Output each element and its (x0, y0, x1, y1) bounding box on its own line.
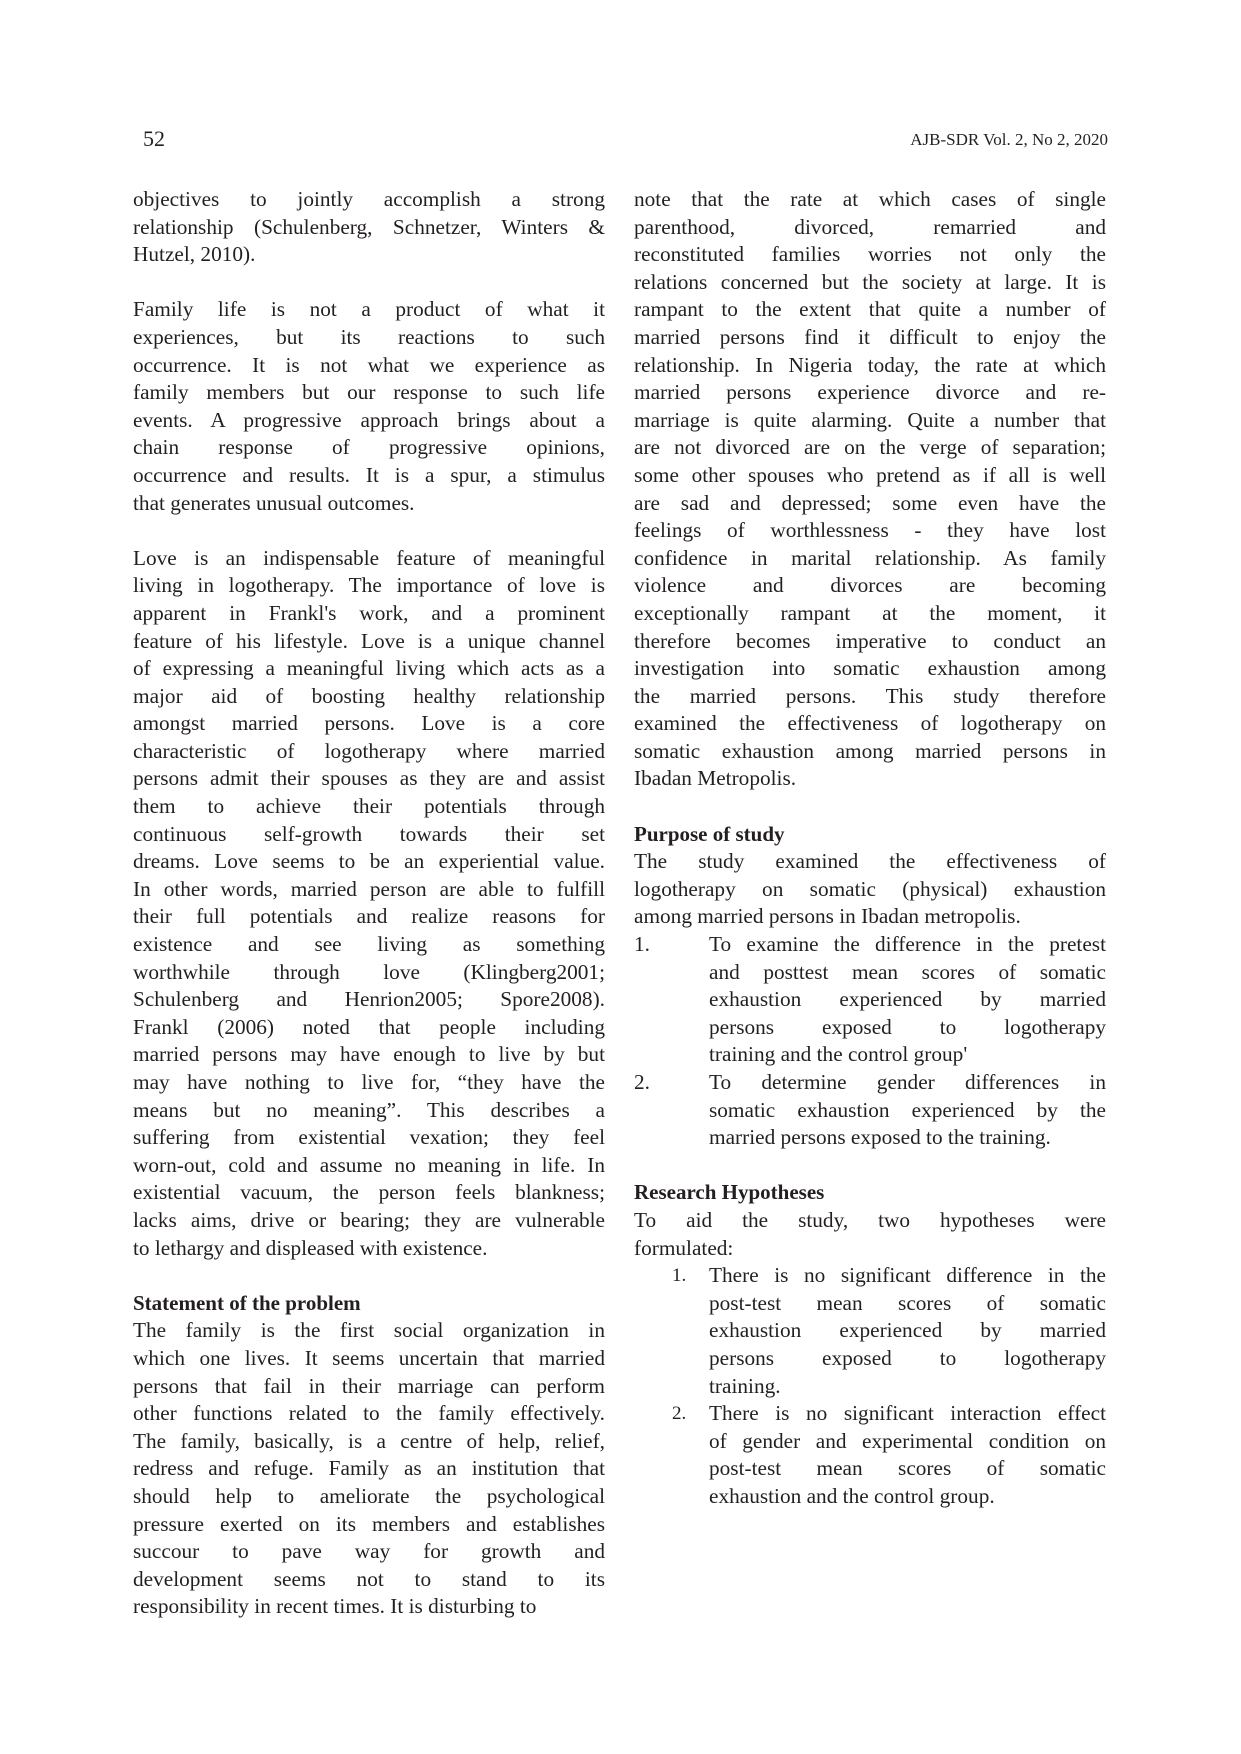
text-line: violence and divorces are becoming (634, 573, 1106, 598)
list-number: 2. (634, 1070, 650, 1094)
text-line: persons exposed to logotherapy (709, 1014, 1106, 1039)
list-number: 1. (634, 932, 650, 957)
text-line: objectives to jointly accomplish a strong (133, 187, 605, 211)
text-line: post-test mean scores of somatic (709, 1456, 1106, 1481)
text-line: rampant to the extent that quite a number of (634, 297, 1106, 322)
text-line: somatic exhaustion among married persons in (634, 738, 1106, 763)
text-line: examined the effectiveness of logotherapy on (634, 711, 1106, 736)
text-line: exhaustion experienced by married (709, 1318, 1106, 1343)
text-line: There is no significant interaction effect (709, 1401, 1106, 1426)
text-line: parenthood, divorced, remarried and (634, 214, 1106, 239)
text-line: of gender and experimental condition on (709, 1428, 1106, 1453)
text-line: existence and see living as something (133, 932, 605, 957)
text-line: To examine the difference in the pretest (709, 932, 1106, 957)
text-line: chain response of progressive opinions, (133, 435, 605, 460)
text-line: persons exposed to logotherapy (709, 1345, 1106, 1370)
text-line: To determine gender differences in (709, 1070, 1106, 1094)
text-line: Schulenberg and Henrion2005; Spore2008). (133, 987, 605, 1012)
text-line: investigation into somatic exhaustion among (634, 656, 1106, 681)
section-heading-statement-of-problem: Statement of the problem (133, 1290, 361, 1315)
text-line: pressure exerted on its members and establishes (133, 1511, 605, 1536)
text-line: In other words, married person are able to fulfill (133, 876, 605, 901)
text-line: Family life is not a product of what it (133, 297, 605, 322)
text-line: married persons may have enough to live by but (133, 1042, 605, 1067)
text-line: redress and refuge. Family as an institution that (133, 1456, 605, 1481)
text-line: which one lives. It seems uncertain that married (133, 1345, 605, 1370)
text-line: amongst married persons. Love is a core (133, 711, 605, 736)
journal-running-header: AJB-SDR Vol. 2, No 2, 2020 (910, 130, 1108, 149)
text-line: worthwhile through love (Klingberg2001; (133, 959, 605, 984)
text-line: their full potentials and realize reasons for (133, 904, 605, 929)
text-line: feelings of worthlessness - they have lost (634, 518, 1106, 543)
text-line: exceptionally rampant at the moment, it (634, 600, 1106, 625)
text-line: confidence in marital relationship. As family (634, 545, 1106, 570)
text-line: persons admit their spouses as they are and assist (133, 766, 605, 791)
text-line: relations concerned but the society at large. It is (634, 269, 1106, 294)
text-line: them to achieve their potentials through (133, 794, 605, 819)
text-line: characteristic of logotherapy where married (133, 738, 605, 763)
text-line: exhaustion experienced by married (709, 987, 1106, 1012)
objective-item (634, 1069, 1106, 1152)
paragraph-purpose (634, 848, 1106, 931)
text-line: relationship (Schulenberg, Schnetzer, Winters & (133, 214, 605, 239)
paragraph-statement-of-problem (133, 1317, 605, 1621)
paragraph-gap (634, 793, 1106, 821)
text-line: The family is the first social organization in (133, 1318, 605, 1343)
text-line: occurrence. It is not what we experience as (133, 352, 605, 377)
text-line: worn-out, cold and assume no meaning in life. In (133, 1152, 605, 1177)
paragraph-objectives-intro (133, 186, 605, 269)
text-line: exhaustion and the control group. (709, 1483, 995, 1508)
right-column (634, 186, 1106, 1511)
text-line: married persons exposed to the training. (709, 1125, 1051, 1150)
text-line: reconstituted families worries not only the (634, 242, 1106, 267)
left-column (133, 186, 605, 1621)
text-line: family members but our response to such life (133, 380, 605, 405)
paragraph-gap (133, 269, 605, 297)
objective-text (709, 1069, 1106, 1152)
text-line: therefore becomes imperative to conduct an (634, 628, 1106, 653)
hypothesis-item (634, 1400, 1106, 1510)
paragraph-love (133, 545, 605, 1262)
text-line: apparent in Frankl's work, and a prominent (133, 600, 605, 625)
text-line: may have nothing to live for, “they have the (133, 1070, 605, 1094)
text-line: feature of his lifestyle. Love is a unique channel (133, 628, 605, 653)
text-line: to lethargy and displeased with existence. (133, 1235, 488, 1260)
paragraph-gap (634, 1152, 1106, 1180)
text-line: dreams. Love seems to be an experiential value. (133, 849, 605, 874)
text-line: and posttest mean scores of somatic (709, 959, 1106, 984)
text-line: formulated: (634, 1235, 734, 1260)
text-line: succour to pave way for growth and (133, 1539, 605, 1564)
text-line: training. (709, 1373, 781, 1398)
text-line: relationship. In Nigeria today, the rate at which (634, 352, 1106, 377)
text-line: other functions related to the family effectively. (133, 1401, 605, 1426)
list-number: 1. (672, 1265, 687, 1287)
text-line: events. A progressive approach brings about a (133, 407, 605, 432)
text-line: experiences, but its reactions to such (133, 324, 605, 349)
text-line: There is no significant difference in the (709, 1263, 1106, 1288)
text-line: lacks aims, drive or bearing; they are vulnerable (133, 1207, 605, 1232)
paragraph-problem-continued (634, 186, 1106, 793)
text-line: are not divorced are on the verge of separation; (634, 435, 1106, 460)
text-line: logotherapy on somatic (physical) exhaustion (634, 876, 1106, 901)
text-line: occurrence and results. It is a spur, a stimulus (133, 462, 605, 487)
text-line: some other spouses who pretend as if all is well (634, 462, 1106, 487)
paragraph-hypotheses-intro (634, 1207, 1106, 1262)
text-line: Ibadan Metropolis. (634, 766, 797, 791)
paragraph-family-life (133, 296, 605, 517)
text-line: training and the control group' (709, 1042, 968, 1067)
hypotheses-list (634, 1262, 1106, 1510)
text-line: of expressing a meaningful living which acts as a (133, 656, 605, 681)
text-line: means but no meaning”. This describes a (133, 1097, 605, 1122)
page-number: 52 (143, 126, 165, 151)
text-line: Love is an indispensable feature of meaningful (133, 545, 605, 570)
text-line: responsibility in recent times. It is disturbing to (133, 1594, 537, 1619)
section-heading-research-hypotheses: Research Hypotheses (634, 1180, 825, 1205)
text-line: persons that fail in their marriage can perform (133, 1373, 605, 1398)
text-line: To aid the study, two hypotheses were (634, 1207, 1106, 1232)
text-line: note that the rate at which cases of single (634, 187, 1106, 211)
hypothesis-text (709, 1262, 1106, 1400)
text-line: major aid of boosting healthy relationship (133, 683, 605, 708)
hypothesis-item (634, 1262, 1106, 1400)
text-line: The family, basically, is a centre of help, relief, (133, 1428, 605, 1453)
text-line: The study examined the effectiveness of (634, 849, 1106, 874)
text-line: Hutzel, 2010). (133, 242, 256, 267)
objective-item (634, 931, 1106, 1069)
list-number: 2. (672, 1403, 687, 1425)
text-line: development seems not to stand to its (133, 1566, 605, 1591)
text-line: among married persons in Ibadan metropolis. (634, 904, 1021, 929)
text-line: suffering from existential vexation; they feel (133, 1125, 605, 1150)
text-line: marriage is quite alarming. Quite a number that (634, 407, 1106, 432)
section-heading-purpose-of-study: Purpose of study (634, 821, 785, 846)
text-line: the married persons. This study therefore (634, 683, 1106, 708)
objectives-list (634, 931, 1106, 1152)
text-line: that generates unusual outcomes. (133, 490, 415, 515)
hypothesis-text (709, 1400, 1106, 1510)
text-line: should help to ameliorate the psychological (133, 1483, 605, 1508)
text-line: living in logotherapy. The importance of love is (133, 573, 605, 598)
text-line: are sad and depressed; some even have the (634, 490, 1106, 515)
text-line: married persons experience divorce and re- (634, 380, 1106, 405)
objective-text (709, 931, 1106, 1069)
text-line: continuous self-growth towards their set (133, 821, 605, 846)
paragraph-gap (133, 1262, 605, 1290)
text-line: Frankl (2006) noted that people including (133, 1014, 605, 1039)
text-line: post-test mean scores of somatic (709, 1290, 1106, 1315)
text-line: married persons find it difficult to enjoy the (634, 324, 1106, 349)
text-line: somatic exhaustion experienced by the (709, 1097, 1106, 1122)
text-line: existential vacuum, the person feels blankness; (133, 1180, 605, 1205)
paragraph-gap (133, 517, 605, 545)
